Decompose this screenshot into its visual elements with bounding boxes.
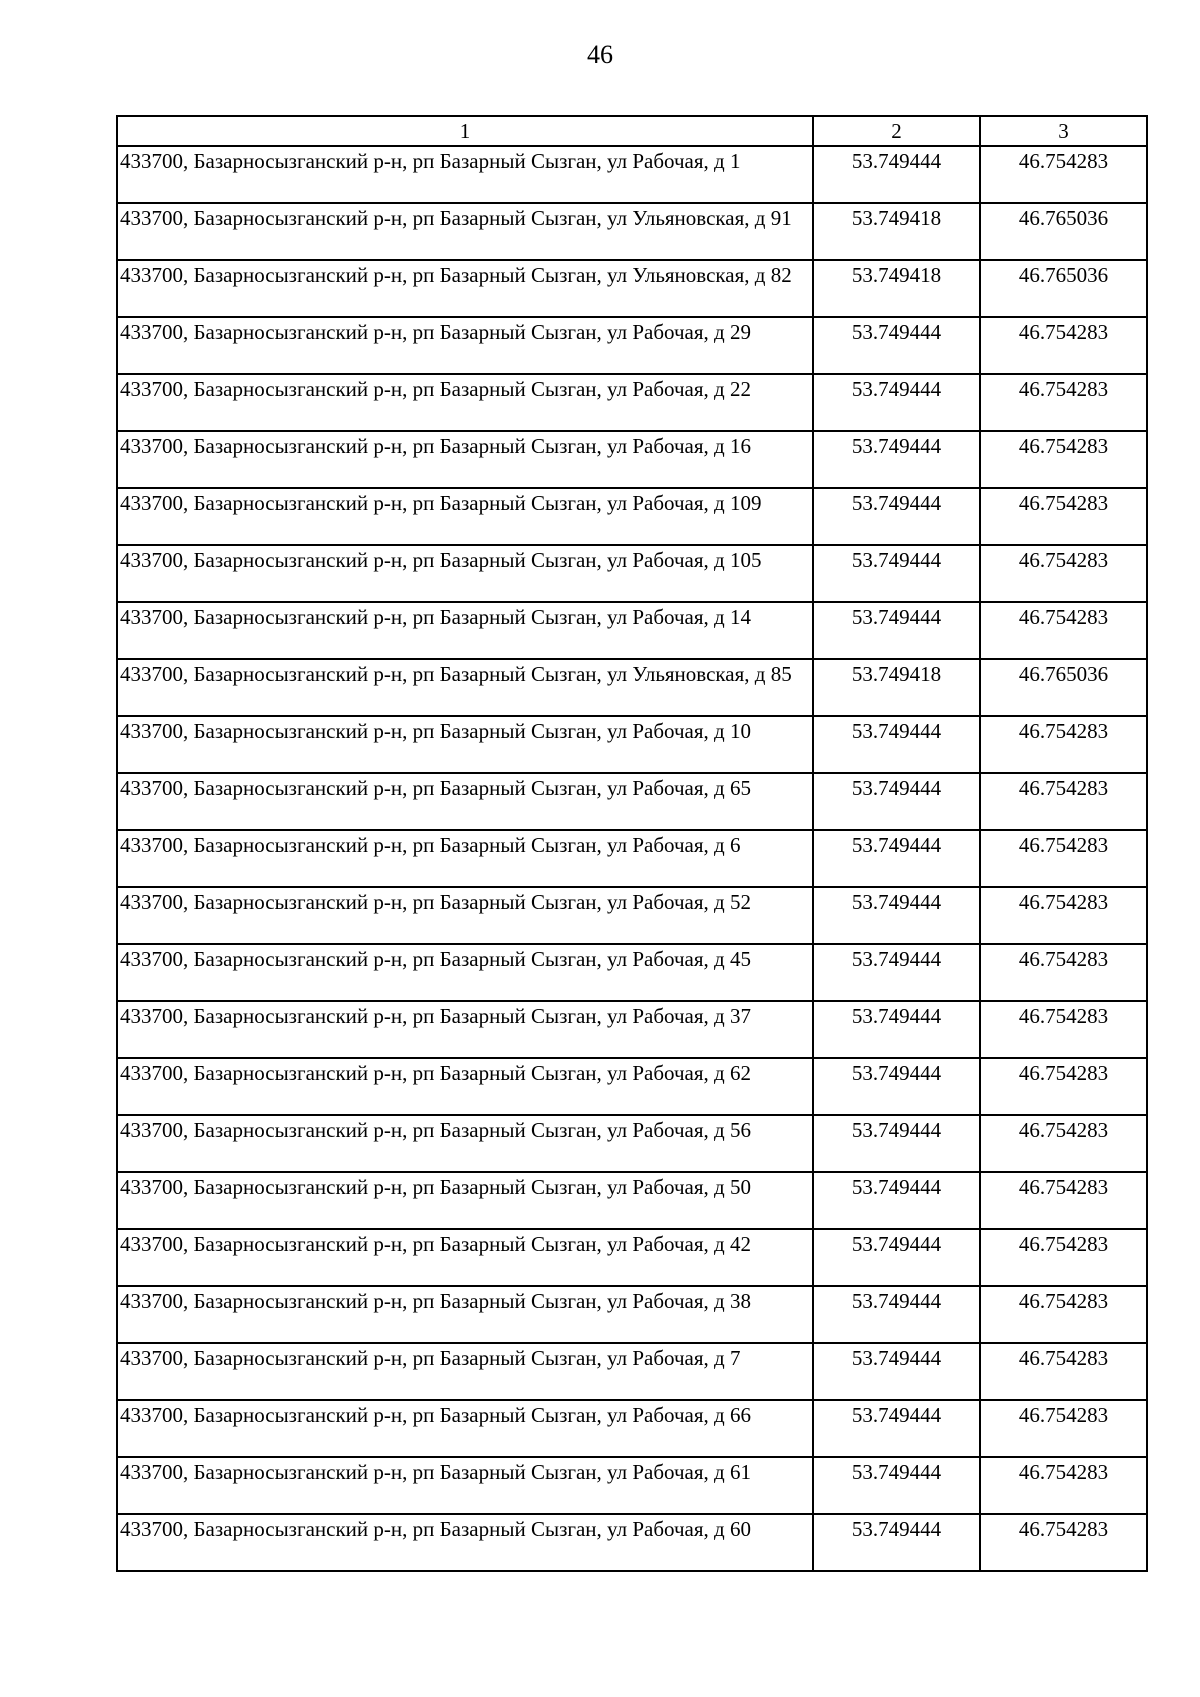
longitude-cell: 46.754283 <box>980 1343 1147 1400</box>
longitude-cell: 46.754283 <box>980 830 1147 887</box>
latitude-cell: 53.749444 <box>813 944 980 1001</box>
column-header-1: 1 <box>117 116 813 146</box>
longitude-cell: 46.754283 <box>980 1058 1147 1115</box>
table-row <box>117 146 1147 203</box>
latitude-cell: 53.749444 <box>813 602 980 659</box>
latitude-cell: 53.749444 <box>813 488 980 545</box>
address-cell: 433700, Базарносызганский р-н, рп Базарный Сызган, ул Рабочая, д 6 <box>117 830 813 887</box>
latitude-cell: 53.749444 <box>813 1286 980 1343</box>
table-row <box>117 1172 1147 1229</box>
table-row <box>117 716 1147 773</box>
column-header-2: 2 <box>813 116 980 146</box>
address-cell: 433700, Базарносызганский р-н, рп Базарный Сызган, ул Рабочая, д 61 <box>117 1457 813 1514</box>
latitude-cell: 53.749418 <box>813 260 980 317</box>
table-row <box>117 260 1147 317</box>
table-row <box>117 203 1147 260</box>
latitude-cell: 53.749444 <box>813 317 980 374</box>
address-cell: 433700, Базарносызганский р-н, рп Базарный Сызган, ул Ульяновская, д 85 <box>117 659 813 716</box>
latitude-cell: 53.749444 <box>813 146 980 203</box>
longitude-cell: 46.765036 <box>980 203 1147 260</box>
address-cell: 433700, Базарносызганский р-н, рп Базарный Сызган, ул Рабочая, д 38 <box>117 1286 813 1343</box>
table-row <box>117 1115 1147 1172</box>
address-cell: 433700, Базарносызганский р-н, рп Базарный Сызган, ул Рабочая, д 37 <box>117 1001 813 1058</box>
longitude-cell: 46.754283 <box>980 1457 1147 1514</box>
longitude-cell: 46.754283 <box>980 716 1147 773</box>
latitude-cell: 53.749444 <box>813 431 980 488</box>
latitude-cell: 53.749418 <box>813 659 980 716</box>
table-row <box>117 659 1147 716</box>
latitude-cell: 53.749444 <box>813 1001 980 1058</box>
table-row <box>117 602 1147 659</box>
table-body <box>117 146 1147 1571</box>
table-row <box>117 431 1147 488</box>
latitude-cell: 53.749444 <box>813 1058 980 1115</box>
table-row <box>117 1514 1147 1571</box>
address-cell: 433700, Базарносызганский р-н, рп Базарный Сызган, ул Ульяновская, д 82 <box>117 260 813 317</box>
latitude-cell: 53.749444 <box>813 1400 980 1457</box>
latitude-cell: 53.749444 <box>813 1457 980 1514</box>
longitude-cell: 46.754283 <box>980 1115 1147 1172</box>
column-header-3: 3 <box>980 116 1147 146</box>
address-cell: 433700, Базарносызганский р-н, рп Базарный Сызган, ул Рабочая, д 16 <box>117 431 813 488</box>
longitude-cell: 46.754283 <box>980 1286 1147 1343</box>
longitude-cell: 46.754283 <box>980 773 1147 830</box>
latitude-cell: 53.749444 <box>813 830 980 887</box>
latitude-cell: 53.749444 <box>813 1115 980 1172</box>
longitude-cell: 46.754283 <box>980 146 1147 203</box>
address-cell: 433700, Базарносызганский р-н, рп Базарный Сызган, ул Рабочая, д 56 <box>117 1115 813 1172</box>
address-cell: 433700, Базарносызганский р-н, рп Базарный Сызган, ул Рабочая, д 62 <box>117 1058 813 1115</box>
longitude-cell: 46.754283 <box>980 1001 1147 1058</box>
address-cell: 433700, Базарносызганский р-н, рп Базарный Сызган, ул Рабочая, д 65 <box>117 773 813 830</box>
table-row <box>117 1343 1147 1400</box>
longitude-cell: 46.754283 <box>980 488 1147 545</box>
table-row <box>117 1229 1147 1286</box>
table-row <box>117 944 1147 1001</box>
latitude-cell: 53.749444 <box>813 1343 980 1400</box>
table-row <box>117 830 1147 887</box>
latitude-cell: 53.749418 <box>813 203 980 260</box>
table-row <box>117 887 1147 944</box>
page-number: 46 <box>587 40 613 69</box>
latitude-cell: 53.749444 <box>813 773 980 830</box>
address-cell: 433700, Базарносызганский р-н, рп Базарный Сызган, ул Рабочая, д 105 <box>117 545 813 602</box>
address-cell: 433700, Базарносызганский р-н, рп Базарный Сызган, ул Рабочая, д 60 <box>117 1514 813 1571</box>
latitude-cell: 53.749444 <box>813 716 980 773</box>
longitude-cell: 46.754283 <box>980 1229 1147 1286</box>
address-cell: 433700, Базарносызганский р-н, рп Базарный Сызган, ул Ульяновская, д 91 <box>117 203 813 260</box>
address-cell: 433700, Базарносызганский р-н, рп Базарный Сызган, ул Рабочая, д 7 <box>117 1343 813 1400</box>
table-row <box>117 1001 1147 1058</box>
longitude-cell: 46.754283 <box>980 545 1147 602</box>
table-row <box>117 545 1147 602</box>
longitude-cell: 46.754283 <box>980 431 1147 488</box>
longitude-cell: 46.754283 <box>980 1172 1147 1229</box>
address-cell: 433700, Базарносызганский р-н, рп Базарный Сызган, ул Рабочая, д 10 <box>117 716 813 773</box>
address-cell: 433700, Базарносызганский р-н, рп Базарный Сызган, ул Рабочая, д 29 <box>117 317 813 374</box>
table-row <box>117 1400 1147 1457</box>
address-cell: 433700, Базарносызганский р-н, рп Базарный Сызган, ул Рабочая, д 45 <box>117 944 813 1001</box>
longitude-cell: 46.754283 <box>980 944 1147 1001</box>
latitude-cell: 53.749444 <box>813 1229 980 1286</box>
longitude-cell: 46.754283 <box>980 602 1147 659</box>
table-row <box>117 773 1147 830</box>
table-row <box>117 488 1147 545</box>
latitude-cell: 53.749444 <box>813 374 980 431</box>
address-cell: 433700, Базарносызганский р-н, рп Базарный Сызган, ул Рабочая, д 1 <box>117 146 813 203</box>
longitude-cell: 46.765036 <box>980 659 1147 716</box>
table-row <box>117 1457 1147 1514</box>
latitude-cell: 53.749444 <box>813 545 980 602</box>
address-cell: 433700, Базарносызганский р-н, рп Базарный Сызган, ул Рабочая, д 52 <box>117 887 813 944</box>
longitude-cell: 46.754283 <box>980 1400 1147 1457</box>
address-cell: 433700, Базарносызганский р-н, рп Базарный Сызган, ул Рабочая, д 14 <box>117 602 813 659</box>
table-row <box>117 1286 1147 1343</box>
table-row <box>117 1058 1147 1115</box>
address-coordinates-table <box>116 115 1148 1572</box>
address-cell: 433700, Базарносызганский р-н, рп Базарный Сызган, ул Рабочая, д 42 <box>117 1229 813 1286</box>
address-cell: 433700, Базарносызганский р-н, рп Базарный Сызган, ул Рабочая, д 66 <box>117 1400 813 1457</box>
longitude-cell: 46.765036 <box>980 260 1147 317</box>
longitude-cell: 46.754283 <box>980 887 1147 944</box>
table-row <box>117 317 1147 374</box>
address-cell: 433700, Базарносызганский р-н, рп Базарный Сызган, ул Рабочая, д 50 <box>117 1172 813 1229</box>
table-row <box>117 374 1147 431</box>
latitude-cell: 53.749444 <box>813 887 980 944</box>
longitude-cell: 46.754283 <box>980 374 1147 431</box>
longitude-cell: 46.754283 <box>980 317 1147 374</box>
address-cell: 433700, Базарносызганский р-н, рп Базарный Сызган, ул Рабочая, д 22 <box>117 374 813 431</box>
longitude-cell: 46.754283 <box>980 1514 1147 1571</box>
address-cell: 433700, Базарносызганский р-н, рп Базарный Сызган, ул Рабочая, д 109 <box>117 488 813 545</box>
latitude-cell: 53.749444 <box>813 1172 980 1229</box>
latitude-cell: 53.749444 <box>813 1514 980 1571</box>
table-header-row <box>117 116 1147 146</box>
